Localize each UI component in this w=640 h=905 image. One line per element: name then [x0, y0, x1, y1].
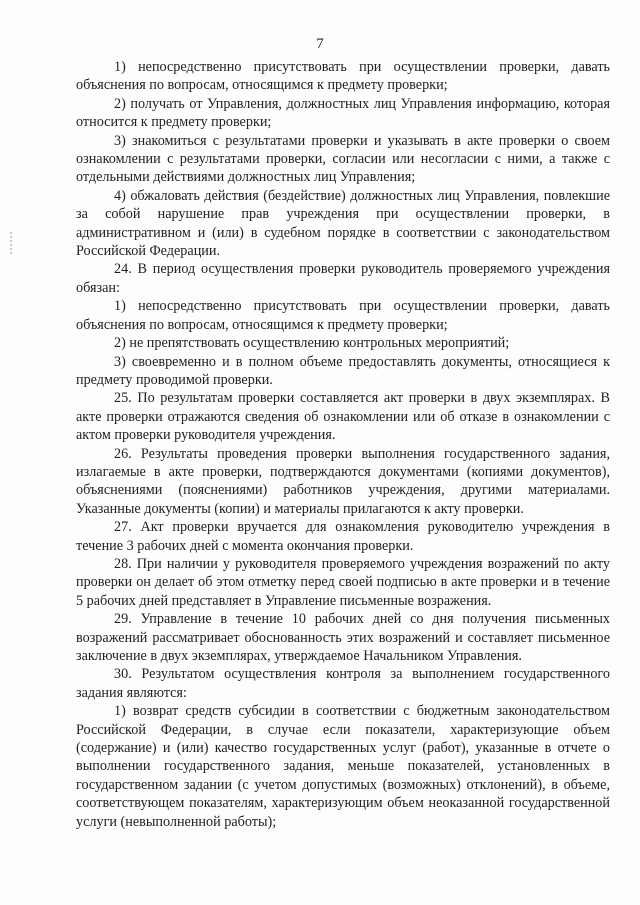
paragraph-10: 26. Результаты проведения проверки выполнения государственного задания, излагаемые в акте проверки, подтверждаются документами (копиями документов), объяснениями (пояснениями) работников учреждения, другими материалами. Указанные документы (копии) и материалы прилагаются к акту проверки.: [76, 445, 610, 517]
paragraph-5: 24. В период осуществления проверки руководитель проверяемого учреждения обязан:: [76, 261, 610, 296]
paragraph-6: 1) непосредственно присутствовать при осуществлении проверки, давать объяснения по вопросам, относящимся к предмету проверки;: [76, 298, 610, 333]
paragraph-3: 3) знакомиться с результатами проверки и указывать в акте проверки о своем ознакомлении с результатами проверки, согласии или несогласии с ними, а также с отдельными действиями должностных лиц Управления;: [76, 132, 610, 186]
document-body: [76, 58, 610, 831]
paragraph-1: 1) непосредственно присутствовать при осуществлении проверки, давать объяснения по вопросам, относящимся к предмету проверки;: [76, 59, 610, 94]
scan-margin-mark: [10, 232, 12, 256]
paragraph-11: 27. Акт проверки вручается для ознакомления руководителю учреждения в течение 3 рабочих дней с момента окончания проверки.: [76, 519, 610, 554]
paragraph-12: 28. При наличии у руководителя проверяемого учреждения возражений по акту проверки он делает об этом отметку перед своей подписью в акте проверки и в течение 5 рабочих дней представляет в Управление письменные возражения.: [76, 555, 610, 609]
paragraph-4: 4) обжаловать действия (бездействие) должностных лиц Управления, повлекшие за собой нарушение прав учреждения при осуществлении проверки, в административном и (или) в судебном порядке в соответствии с законодательством Российской Федерации.: [76, 187, 610, 260]
paragraph-8: 3) своевременно и в полном объеме предоставлять документы, относящиеся к предмету проводимой проверки.: [76, 353, 610, 388]
paragraph-2: 2) получать от Управления, должностных лиц Управления информацию, которая относится к предмету проверки;: [76, 95, 610, 131]
page-number: 7: [316, 36, 324, 52]
paragraph-9: 25. По результатам проверки составляется акт проверки в двух экземплярах. В акте проверки отражаются сведения об ознакомлении или об отказе в ознакомлении с актом проверки руководителя учреждения.: [76, 390, 610, 444]
paragraph-14: 30. Результатом осуществления контроля за выполнением государственного задания являются:: [76, 666, 610, 701]
paragraph-13: 29. Управление в течение 10 рабочих дней со дня получения письменных возражений рассматривает обоснованность этих возражений и составляет письменное заключение в двух экземплярах, утверждаемое Начальником Управления.: [76, 611, 610, 664]
paragraph-15: 1) возврат средств субсидии в соответствии с бюджетным законодательством Российской Федерации, в случае если показатели, характеризующие объем (содержание) и (или) качество государственных услуг (работ), указанные в отчете о выполнении государственного задания, меньше показателей, установленных в государственном задании (с учетом допустимых (возможных) отклонений), в объеме, соответствующем показателям, характеризующим объем неоказанной государственной услуги (невыполненной работы);: [76, 703, 610, 830]
paragraph-7: 2) не препятствовать осуществлению контрольных мероприятий;: [114, 335, 510, 352]
